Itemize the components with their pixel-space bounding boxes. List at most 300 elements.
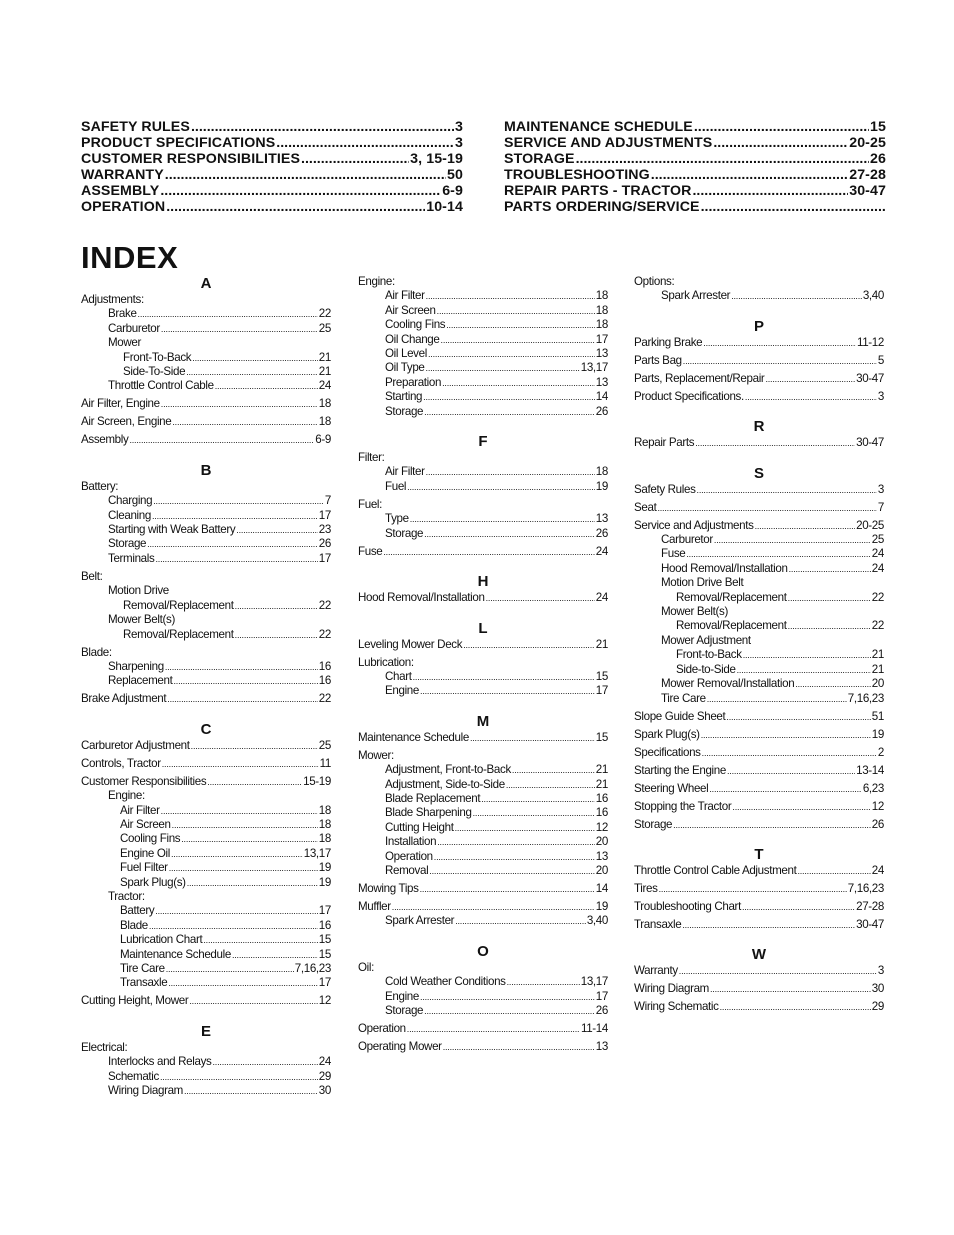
index-entry-label: Maintenance Schedule <box>358 730 469 744</box>
dot-leader <box>455 821 595 835</box>
index-entry[interactable] <box>358 1040 608 1054</box>
index-entry-page: 13,17 <box>303 846 331 860</box>
index-entry[interactable] <box>634 336 884 350</box>
index-entry-page: 21 <box>871 662 884 676</box>
index-entry-label: Blade Replacement <box>385 791 481 805</box>
index-entry-heading <box>634 605 884 619</box>
dot-leader <box>727 764 855 778</box>
index-entry-label: Engine <box>385 989 420 1003</box>
dot-leader <box>184 1084 318 1098</box>
index-entry-page: 18 <box>595 289 608 303</box>
index-entry-label: Battery <box>120 904 155 918</box>
index-entry-label: Terminals <box>108 551 155 565</box>
index-entry[interactable] <box>81 537 331 551</box>
index-entry-page: 20 <box>595 863 608 877</box>
index-entry-page: 51 <box>871 709 884 723</box>
dot-leader <box>215 379 318 393</box>
index-entry[interactable] <box>81 692 331 706</box>
index-entry[interactable] <box>358 835 608 849</box>
index-entry-heading <box>358 498 608 512</box>
index-entry-label: Cooling Fins <box>120 832 181 846</box>
index-entry[interactable] <box>634 764 884 778</box>
index-entry-page: 17 <box>595 684 608 698</box>
dot-leader <box>463 638 595 652</box>
index-entry[interactable] <box>81 919 331 933</box>
index-entry-page: 18 <box>318 832 331 846</box>
index-entry-page: 21 <box>595 637 608 651</box>
index-entry-page: 17 <box>318 904 331 918</box>
index-entry[interactable] <box>81 994 331 1008</box>
index-entry[interactable] <box>358 850 608 864</box>
index-entry-page: 12 <box>871 799 884 813</box>
toc-entry[interactable] <box>504 199 886 215</box>
index-entry-page: 11 <box>319 756 331 770</box>
index-entry[interactable] <box>634 964 884 978</box>
index-letter-heading: A <box>200 275 212 292</box>
toc-entry[interactable] <box>504 135 886 151</box>
index-entry[interactable] <box>81 660 331 674</box>
index-letter-heading: B <box>200 461 212 479</box>
index-entry-page: 5 <box>877 353 884 367</box>
index-entry[interactable] <box>81 962 331 976</box>
index-entry-page: 19 <box>318 875 331 889</box>
index-entry[interactable] <box>358 864 608 878</box>
toc-entry[interactable] <box>81 119 463 135</box>
dot-leader <box>276 135 454 151</box>
dot-leader <box>434 850 595 864</box>
index-entry-label: Fuse <box>661 547 686 561</box>
index-entry[interactable] <box>358 990 608 1004</box>
section-spacer <box>358 419 608 433</box>
index-entry[interactable] <box>81 674 331 688</box>
dot-leader <box>407 1022 580 1036</box>
index-entry[interactable] <box>81 379 331 393</box>
index-entry[interactable] <box>81 976 331 990</box>
dot-leader <box>683 354 877 368</box>
dot-leader <box>165 660 318 674</box>
index-entry-label: Maintenance Schedule <box>120 947 231 961</box>
index-entry-heading <box>81 584 331 598</box>
index-entry-heading <box>81 613 331 627</box>
index-entry-label: Steering Wheel <box>634 781 709 795</box>
index-entry-label: Front-To-Back <box>123 350 192 364</box>
index-entry-page: 22 <box>871 619 884 633</box>
index-entry[interactable] <box>81 904 331 918</box>
index-entry[interactable] <box>634 519 884 533</box>
index-entry-heading <box>634 275 884 289</box>
index-entry-label: Lubrication: <box>358 655 414 669</box>
dot-leader <box>420 684 595 698</box>
index-entry-page: 24 <box>318 379 331 393</box>
index-entry-page: 29 <box>871 1000 884 1014</box>
dot-leader <box>407 480 595 494</box>
index-entry[interactable] <box>358 1004 608 1018</box>
section-spacer <box>358 559 608 573</box>
index-entry-heading <box>81 646 331 660</box>
index-entry[interactable] <box>634 728 884 742</box>
index-entry-label: Stopping the Tractor <box>634 799 732 813</box>
index-entry-label: Adjustment, Side-to-Side <box>385 777 505 791</box>
toc-entry-page: 50 <box>447 167 463 183</box>
toc-entry[interactable] <box>81 199 463 215</box>
index-entry[interactable] <box>81 861 331 875</box>
index-entry-page: 16 <box>595 791 608 805</box>
index-entry-label: Safety Rules <box>634 482 696 496</box>
index-entry-page: 12 <box>318 994 331 1008</box>
dot-leader <box>506 778 595 792</box>
index-entry-page: 19 <box>318 861 331 875</box>
index-entry[interactable] <box>358 638 608 652</box>
index-entry[interactable] <box>81 818 331 832</box>
index-entry-label: Sharpening <box>108 659 164 673</box>
index-entry-label: Brake Adjustment <box>81 692 167 706</box>
index-entry-page: 18 <box>318 397 331 411</box>
toc-entry-page: 27-28 <box>849 167 886 183</box>
index-entry-heading <box>358 961 608 975</box>
toc-entry[interactable] <box>504 167 886 183</box>
section-spacer <box>81 1009 331 1023</box>
index-entry[interactable] <box>634 591 884 605</box>
index-entry[interactable] <box>358 778 608 792</box>
dot-leader <box>576 151 869 167</box>
index-entry-label: Fuel: <box>358 497 383 511</box>
dot-leader <box>731 289 862 303</box>
index-entry[interactable] <box>81 948 331 962</box>
index-entry-page: 16 <box>595 806 608 820</box>
index-entry-label: Air Filter <box>385 465 425 479</box>
index-entry-page: 7,16,23 <box>847 881 884 895</box>
toc-entry[interactable] <box>81 167 463 183</box>
index-entry[interactable] <box>81 433 331 447</box>
index-entry-page: 6,23 <box>862 781 884 795</box>
index-entry-label: Spark Arrester <box>385 914 455 928</box>
section-spacer <box>358 929 608 943</box>
index-entry[interactable] <box>81 322 331 336</box>
index-entry[interactable] <box>634 818 884 832</box>
index-entry-label: Options: <box>634 275 675 288</box>
section-spacer <box>634 304 884 318</box>
index-entry[interactable] <box>358 914 608 928</box>
index-entry[interactable] <box>634 372 884 386</box>
index-entry[interactable] <box>358 545 608 559</box>
index-entry-page: 7,16,23 <box>294 962 331 975</box>
dot-leader <box>181 832 318 846</box>
index-entry-page: 27-28 <box>856 899 884 913</box>
index-entry-page: 13 <box>595 347 608 361</box>
index-entry[interactable] <box>634 619 884 633</box>
index-entry[interactable] <box>358 591 608 605</box>
dot-leader <box>147 537 318 551</box>
index-entry-page: 30 <box>871 982 884 996</box>
dot-leader <box>788 619 871 633</box>
index-entry[interactable] <box>634 436 884 450</box>
index-entry-label: Wiring Diagram <box>108 1084 183 1098</box>
index-entry[interactable] <box>81 307 331 321</box>
index-entry[interactable] <box>81 832 331 846</box>
index-entry[interactable] <box>358 975 608 989</box>
index-entry-label: Mower Belt(s) <box>661 605 728 619</box>
index-entry-label: Removal/Replacement <box>676 590 787 604</box>
index-entry[interactable] <box>634 677 884 691</box>
toc-entry[interactable] <box>81 151 463 167</box>
index-entry-page: 24 <box>871 547 884 561</box>
index-entry-heading <box>81 293 331 307</box>
index-entry[interactable] <box>358 821 608 835</box>
index-entry[interactable] <box>81 351 331 365</box>
dot-leader <box>702 746 877 760</box>
index-entry-page: 17 <box>595 332 608 346</box>
index-entry[interactable] <box>634 982 884 996</box>
dot-leader <box>673 818 871 832</box>
index-entry[interactable] <box>81 397 331 411</box>
toc-entry-page: 20-25 <box>849 135 886 151</box>
dot-leader <box>732 800 870 814</box>
index-entry[interactable] <box>81 1070 331 1084</box>
index-entry[interactable] <box>358 882 608 896</box>
dot-leader <box>191 119 454 135</box>
index-entry-page: 16 <box>318 659 331 673</box>
index-entry-page: 15 <box>318 933 331 947</box>
index-entry-label: Cooling Fins <box>385 318 446 332</box>
index-entry[interactable] <box>634 1000 884 1014</box>
toc-entry[interactable] <box>504 151 886 167</box>
index-entry[interactable] <box>358 900 608 914</box>
dot-leader <box>392 900 595 914</box>
index-entry[interactable] <box>634 390 884 404</box>
dot-leader <box>743 648 871 662</box>
toc-entry-label: PRODUCT SPECIFICATIONS <box>81 135 276 151</box>
index-entry[interactable] <box>358 763 608 777</box>
index-entry-label: Removal/Replacement <box>676 619 787 633</box>
index-entry-page: 13 <box>595 849 608 863</box>
index-entry[interactable] <box>634 900 884 914</box>
index-entry[interactable] <box>81 933 331 947</box>
toc-entry-page: 26 <box>870 151 886 167</box>
index-entry-label: Wiring Diagram <box>634 982 709 996</box>
toc-entry-page: 3, 15-19 <box>410 151 463 167</box>
index-entry-page: 15 <box>595 730 608 744</box>
index-entry-label: Throttle Control Cable Adjustment <box>634 863 797 877</box>
index-entry[interactable] <box>634 710 884 724</box>
index-entry[interactable] <box>81 494 331 508</box>
index-entry[interactable] <box>358 684 608 698</box>
dot-leader <box>160 183 441 199</box>
index-entry[interactable] <box>81 509 331 523</box>
index-entry[interactable] <box>81 804 331 818</box>
index-entry[interactable] <box>358 318 608 332</box>
dot-leader <box>473 806 595 820</box>
dot-leader <box>709 782 861 796</box>
index-entry[interactable] <box>634 864 884 878</box>
index-entry[interactable] <box>634 289 884 303</box>
dot-leader <box>755 519 856 533</box>
index-letter-heading: L <box>478 619 488 637</box>
index-entry-heading <box>81 336 331 350</box>
index-entry-page: 30-47 <box>856 371 884 385</box>
index-entry[interactable] <box>81 775 331 789</box>
index-entry-page: 23 <box>318 523 331 537</box>
dot-leader <box>486 591 595 605</box>
index-entry-label: Storage <box>385 1004 424 1017</box>
index-entry[interactable] <box>358 731 608 745</box>
index-entry[interactable] <box>634 746 884 760</box>
dot-leader <box>423 390 595 404</box>
index-entry[interactable] <box>634 483 884 497</box>
index-entry[interactable] <box>358 333 608 347</box>
index-entry[interactable] <box>358 376 608 390</box>
index-entry[interactable] <box>358 1022 608 1036</box>
dot-leader <box>171 847 303 861</box>
index-entry-page: 24 <box>595 591 608 605</box>
index-entry-label: Brake <box>108 307 137 321</box>
index-entry[interactable] <box>81 628 331 642</box>
dot-leader <box>424 405 595 419</box>
index-entry[interactable] <box>634 663 884 677</box>
index-entry-page: 15 <box>318 947 331 961</box>
index-entry[interactable] <box>81 523 331 537</box>
index-entry-label: Product Specifications. <box>634 389 744 403</box>
index-entry[interactable] <box>358 347 608 361</box>
index-entry[interactable] <box>634 648 884 662</box>
dot-leader <box>168 976 317 990</box>
index-entry[interactable] <box>634 547 884 561</box>
index-entry-label: Tractor: <box>108 889 145 903</box>
index-entry[interactable] <box>358 304 608 318</box>
index-entry[interactable] <box>358 670 608 684</box>
index-entry-label: Troubleshooting Chart <box>634 899 741 913</box>
dot-leader <box>191 739 318 753</box>
index-entry[interactable] <box>358 405 608 419</box>
toc-entry-label: PARTS ORDERING/SERVICE <box>504 199 700 215</box>
index-entry-page: 30 <box>318 1084 331 1098</box>
index-entry-label: Seat <box>634 500 657 514</box>
index-entry[interactable] <box>81 552 331 566</box>
index-entry[interactable] <box>358 390 608 404</box>
dot-leader <box>413 670 595 684</box>
dot-leader <box>186 365 318 379</box>
index-entry-label: Air Filter <box>385 289 425 303</box>
index-entry-page: 3 <box>877 964 884 978</box>
index-entry-heading <box>634 634 884 648</box>
dot-leader <box>235 599 318 613</box>
index-entry[interactable] <box>81 847 331 861</box>
index-entry-label: Air Screen <box>120 817 171 831</box>
dot-leader <box>437 304 595 318</box>
dot-leader <box>420 882 595 896</box>
index-entry-page: 15-19 <box>303 774 331 788</box>
index-entry[interactable] <box>358 792 608 806</box>
index-entry[interactable] <box>634 501 884 515</box>
index-entry[interactable] <box>81 739 331 753</box>
index-entry-label: Tires <box>634 881 658 895</box>
dot-leader <box>138 307 318 321</box>
index-entry[interactable] <box>358 806 608 820</box>
index-entry[interactable] <box>634 882 884 896</box>
index-entry[interactable] <box>358 361 608 375</box>
toc-entry[interactable] <box>81 135 463 151</box>
index-entry[interactable] <box>634 692 884 706</box>
index-letter-heading: C <box>200 720 212 738</box>
dot-leader <box>682 918 855 932</box>
index-entry[interactable] <box>358 465 608 479</box>
index-entry[interactable] <box>81 365 331 379</box>
toc-entry-page: 3 <box>455 119 463 135</box>
index-entry-label: Front-to-Back <box>676 648 742 662</box>
index-entry-label: Repair Parts <box>634 436 695 450</box>
index-entry[interactable] <box>358 480 608 494</box>
index-letter-heading: P <box>753 317 764 335</box>
index-letter-heading: S <box>753 464 764 482</box>
index-entry-heading <box>358 451 608 465</box>
toc-entry-label: CUSTOMER RESPONSIBILITIES <box>81 151 301 167</box>
index-letter-heading: H <box>477 573 489 591</box>
index-entry-label: Air Screen, Engine <box>81 415 172 429</box>
index-entry-page: 26 <box>318 537 331 551</box>
index-entry[interactable] <box>81 1084 331 1098</box>
index-entry-label: Engine Oil <box>120 846 170 860</box>
index-entry-page: 19 <box>871 727 884 741</box>
index-entry-label: Mower: <box>358 748 394 762</box>
index-entry-page: 7 <box>324 494 331 508</box>
index-entry-heading <box>358 275 608 289</box>
index-entry[interactable] <box>81 1055 331 1069</box>
section-spacer <box>634 932 884 946</box>
dot-leader <box>455 914 586 928</box>
index-entry-label: Mower Belt(s) <box>108 613 175 627</box>
index-entry[interactable] <box>634 918 884 932</box>
index-entry-page: 29 <box>318 1069 331 1083</box>
index-entry[interactable] <box>81 599 331 613</box>
toc-entry[interactable] <box>504 183 886 199</box>
index-letter-heading: F <box>478 433 488 451</box>
index-entry[interactable] <box>634 800 884 814</box>
index-entry[interactable] <box>358 527 608 541</box>
index-entry-label: Operation <box>358 1022 406 1035</box>
index-entry-label: Motion Drive <box>108 584 169 598</box>
dot-leader <box>695 436 855 450</box>
dot-leader <box>701 728 871 742</box>
index-entry-page: 25 <box>871 533 884 547</box>
index-entry[interactable] <box>634 533 884 547</box>
toc-entry[interactable] <box>504 119 886 135</box>
dot-leader <box>192 351 318 365</box>
index-entry[interactable] <box>634 562 884 576</box>
index-entry-page: 18 <box>595 465 608 479</box>
index-entry-label: Electrical: <box>81 1040 128 1054</box>
dot-leader <box>426 465 595 479</box>
index-entry-page: 18 <box>595 318 608 332</box>
dot-leader <box>443 1040 595 1054</box>
index-entry-page: 18 <box>595 303 608 317</box>
index-entry[interactable] <box>634 354 884 368</box>
dot-leader <box>167 692 318 706</box>
index-entry[interactable] <box>81 415 331 429</box>
index-entry-page: 18 <box>318 817 331 831</box>
index-entry[interactable] <box>81 757 331 771</box>
index-entry-label: Slope Guide Sheet <box>634 709 726 723</box>
index-entry[interactable] <box>358 289 608 303</box>
dot-leader <box>713 135 848 151</box>
index-entry[interactable] <box>358 512 608 526</box>
toc-entry-label: SERVICE AND ADJUSTMENTS <box>504 135 713 151</box>
dot-leader <box>236 523 318 537</box>
dot-leader <box>437 835 595 849</box>
index-entry-page: 11-12 <box>856 335 884 349</box>
index-entry[interactable] <box>81 876 331 890</box>
toc-entry[interactable] <box>81 183 463 199</box>
index-entry-page: 3 <box>877 389 884 403</box>
index-entry[interactable] <box>634 782 884 796</box>
